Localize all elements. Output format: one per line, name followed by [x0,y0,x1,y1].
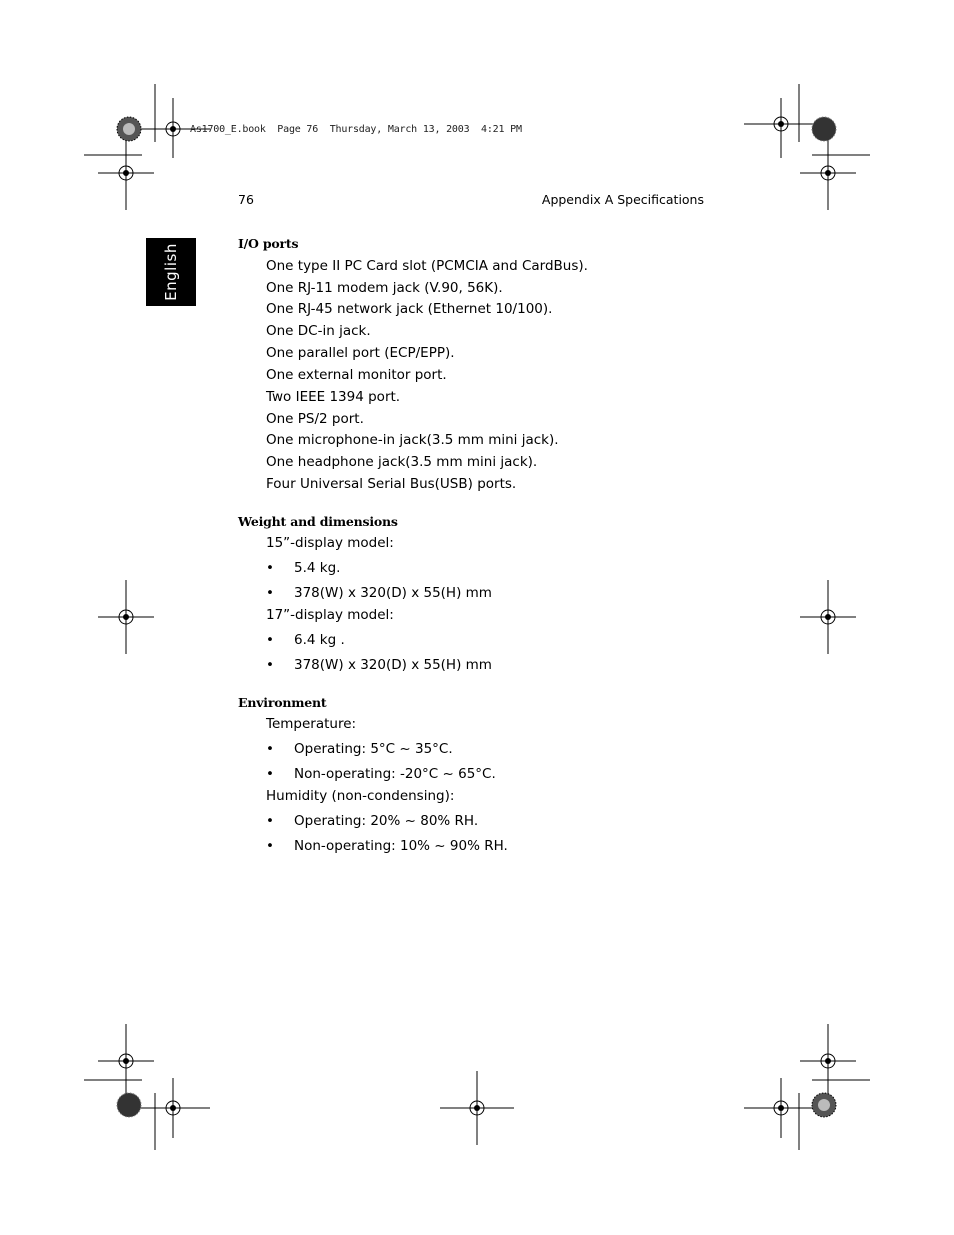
bullet: • [266,766,274,782]
io-item: One external monitor port. [266,367,447,383]
model-17-label: 17”-display model: [266,607,394,623]
bullet: • [266,560,274,576]
humidity-non-operating: Non-operating: 10% ~ 90% RH. [294,838,508,854]
language-tab-label: English [162,243,181,301]
io-item: One RJ-11 modem jack (V.90, 56K). [266,280,503,296]
bullet: • [266,741,274,757]
model-15-label: 15”-display model: [266,535,394,551]
io-item: One microphone-in jack(3.5 mm mini jack). [266,432,559,448]
io-item: Two IEEE 1394 port. [266,389,401,405]
io-item: One RJ-45 network jack (Ethernet 10/100). [266,301,553,317]
io-item: One parallel port (ECP/EPP). [266,345,455,361]
io-item: Four Universal Serial Bus(USB) ports. [266,476,517,492]
bullet: • [266,813,274,829]
io-item: One type II PC Card slot (PCMCIA and CardBus). [266,258,588,274]
temperature-label: Temperature: [266,716,357,732]
model-15-dimensions: 378(W) x 320(D) x 55(H) mm [294,585,492,601]
section-title-io-ports: I/O ports [238,236,299,251]
humidity-operating: Operating: 20% ~ 80% RH. [294,813,479,829]
print-slug: As1700_E.book Page 76 Thursday, March 13, 2003 4:21 PM [190,124,522,135]
running-title: Appendix A Specifications [541,192,704,207]
model-15-weight: 5.4 kg. [294,560,341,576]
section-title-weight-dimensions: Weight and dimensions [238,514,398,529]
io-item: One DC-in jack. [266,323,371,339]
page-number: 76 [238,192,254,207]
language-tab [146,238,196,306]
section-title-environment: Environment [238,695,327,710]
model-17-weight: 6.4 kg . [294,632,345,648]
temperature-non-operating: Non-operating: -20°C ~ 65°C. [294,766,496,782]
model-17-dimensions: 378(W) x 320(D) x 55(H) mm [294,657,492,673]
bullet: • [266,585,274,601]
bullet: • [266,838,274,854]
humidity-label: Humidity (non-condensing): [266,788,455,804]
io-item: One headphone jack(3.5 mm mini jack). [266,454,538,470]
temperature-operating: Operating: 5°C ~ 35°C. [294,741,453,757]
bullet: • [266,632,274,648]
io-item: One PS/2 port. [266,411,364,427]
bullet: • [266,657,274,673]
